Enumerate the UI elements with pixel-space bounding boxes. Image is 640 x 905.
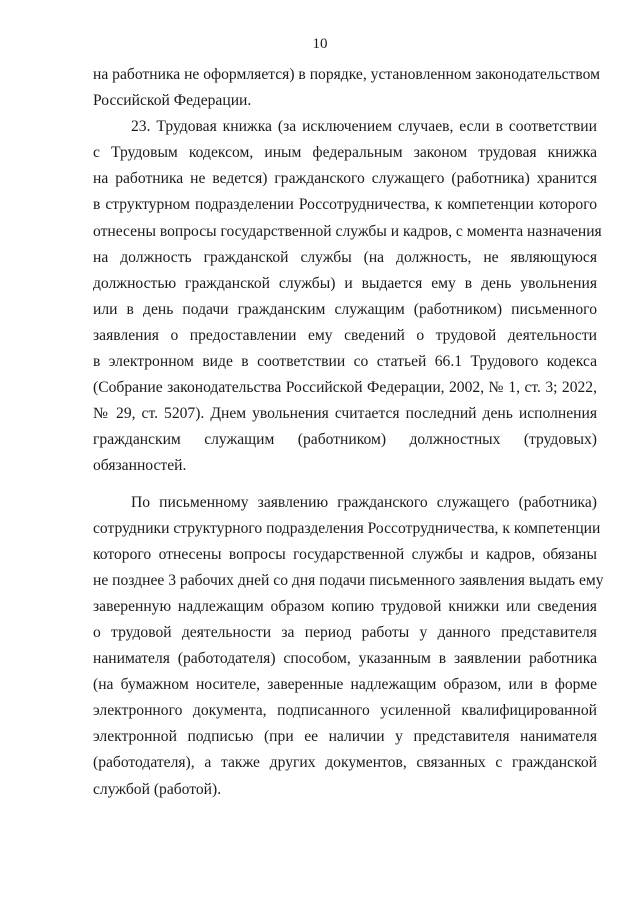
document-body: [93, 62, 604, 803]
text-line: на должность гражданской службы (на должность, не являющуюся: [93, 248, 597, 266]
text-line: или в день подачи гражданским служащим (работником) письменного: [93, 300, 597, 318]
text-line: Российской Федерации.: [93, 92, 252, 110]
text-line: (на бумажном носителе, заверенные надлежащим образом, или в форме: [93, 676, 597, 694]
text-line: которого отнесены вопросы государственной службы и кадров, обязаны: [93, 545, 597, 563]
text-line: должностью гражданской службы) и выдается ему в день увольнения: [93, 274, 597, 292]
text-line: службой (работой).: [93, 780, 222, 798]
text-line: в структурном подразделении Россотрудничества, к компетенции которого: [93, 196, 597, 214]
text-line: гражданским служащим (работником) должностных (трудовых): [93, 431, 597, 449]
paragraph-23: [93, 114, 602, 479]
text-line: нанимателя (работодателя) способом, указанным в заявлении работника: [93, 650, 597, 668]
text-line: с Трудовым кодексом, иным федеральным законом трудовая книжка: [93, 144, 597, 162]
text-line: 23. Трудовая книжка (за исключением случаев, если в соответствии: [131, 118, 597, 136]
text-line: электронной подписью (при ее наличии у представителя нанимателя: [93, 728, 597, 746]
text-line: отнесены вопросы государственной службы и кадров, с момента назначения: [93, 222, 602, 240]
paragraph-continuation: [93, 62, 601, 114]
text-line: на работника не ведется) гражданского служащего (работника) хранится: [93, 170, 597, 188]
text-line: не позднее 3 рабочих дней со дня подачи письменного заявления выдать ему: [93, 571, 604, 589]
text-line: заявления о предоставлении ему сведений о трудовой деятельности: [93, 326, 597, 344]
text-line: на работника не оформляется) в порядке, установленном законодательством: [93, 66, 601, 83]
paragraph-gap: [93, 480, 597, 490]
paragraph-written-request: [93, 490, 604, 803]
page-number: 10: [312, 36, 328, 52]
text-line: По письменному заявлению гражданского служащего (работника): [131, 493, 597, 511]
text-line: № 29, ст. 5207). Днем увольнения считается последний день исполнения: [93, 405, 597, 423]
text-line: (Собрание законодательства Российской Федерации, 2002, № 1, ст. 3; 2022,: [93, 379, 597, 397]
text-line: электронного документа, подписанного усиленной квалифицированной: [93, 702, 597, 720]
text-line: сотрудники структурного подразделения Россотрудничества, к компетенции: [93, 519, 601, 537]
text-line: в электронном виде в соответствии со статьей 66.1 Трудового кодекса: [93, 353, 597, 371]
text-line: обязанностей.: [93, 457, 187, 475]
text-line: заверенную надлежащим образом копию трудовой книжки или сведения: [93, 597, 597, 615]
text-line: (работодателя), а также других документов, связанных с гражданской: [93, 754, 597, 772]
text-line: о трудовой деятельности за период работы у данного представителя: [93, 623, 597, 641]
